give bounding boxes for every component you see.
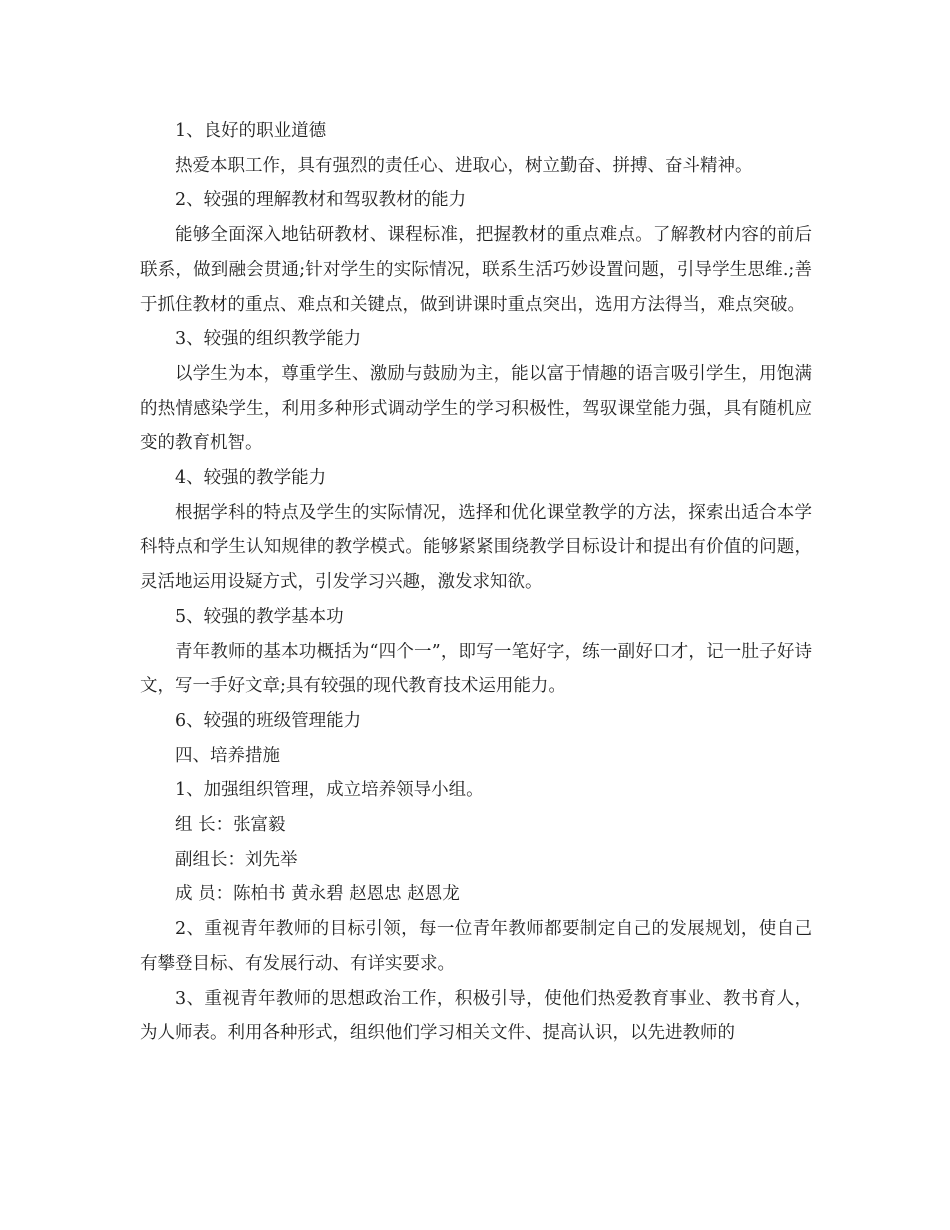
measure-3-political-work: 3、重视青年教师的思想政治工作，积极引导，使他们热爱教育事业、教书育人，为人师表。利用各种形式，组织他们学习相关文件、提高认识，以先进教师的 [140,988,812,1044]
measure-1-organization: 1、加强组织管理，成立培养领导小组。 [175,780,484,801]
paragraph-textbook-ability: 能够全面深入地钻研教材、课程标准，把握教材的重点难点。了解教材内容的前后联系，做到融会贯通;针对学生的实际情况，联系生活巧妙设置问题，引导学生思维.;善于抓住教材的重点、难点和关键点，做到讲课时重点突出，选用方法得当，难点突破。 [140,225,812,315]
team-members-line: 成 员：陈柏书 黄永碧 赵恩忠 赵恩龙 [175,884,460,905]
measure-2-goal-guidance: 2、重视青年教师的目标引领，每一位青年教师都要制定自己的发展规划，使自己有攀登目标、有发展行动、有详实要求。 [140,919,812,974]
heading-basic-skills: 5、较强的教学基本功 [175,606,344,627]
paragraph-professional-ethics: 热爱本职工作，具有强烈的责任心、进取心，树立勤奋、拼搏、奋斗精神。 [175,155,753,176]
paragraph-organization-ability: 以学生为本，尊重学生、激励与鼓励为主，能以富于情趣的语言吸引学生，用饱满的热情感染学生，利用多种形式调动学生的学习积极性，驾驭课堂能力强，具有随机应变的教育机智。 [140,363,812,454]
paragraph-teaching-ability: 根据学科的特点及学生的实际情况，选择和优化课堂教学的方法，探索出适合本学科特点和学生认知规律的教学模式。能够紧紧围绕教学目标设计和提出有价值的问题，灵活地运用设疑方式，引发学习兴趣，激发求知欲。 [140,502,812,593]
team-leader-line: 组 长：张富毅 [175,815,286,836]
paragraph-basic-skills: 青年教师的基本功概括为“四个一”，即写一笔好字，练一副好口才，记一肚子好诗文，写一手好文章;具有较强的现代教育技术运用能力。 [140,641,812,697]
deputy-leader-line: 副组长：刘先举 [175,849,298,870]
heading-professional-ethics: 1、良好的职业道德 [175,121,327,141]
heading-teaching-ability: 4、较强的教学能力 [175,468,327,489]
document-body [140,114,812,1051]
heading-organization-ability: 3、较强的组织教学能力 [175,329,362,350]
section-heading-measures: 四、培养措施 [175,745,280,766]
heading-class-management: 6、较强的班级管理能力 [175,710,362,731]
heading-textbook-ability: 2、较强的理解教材和驾驭教材的能力 [175,190,467,211]
